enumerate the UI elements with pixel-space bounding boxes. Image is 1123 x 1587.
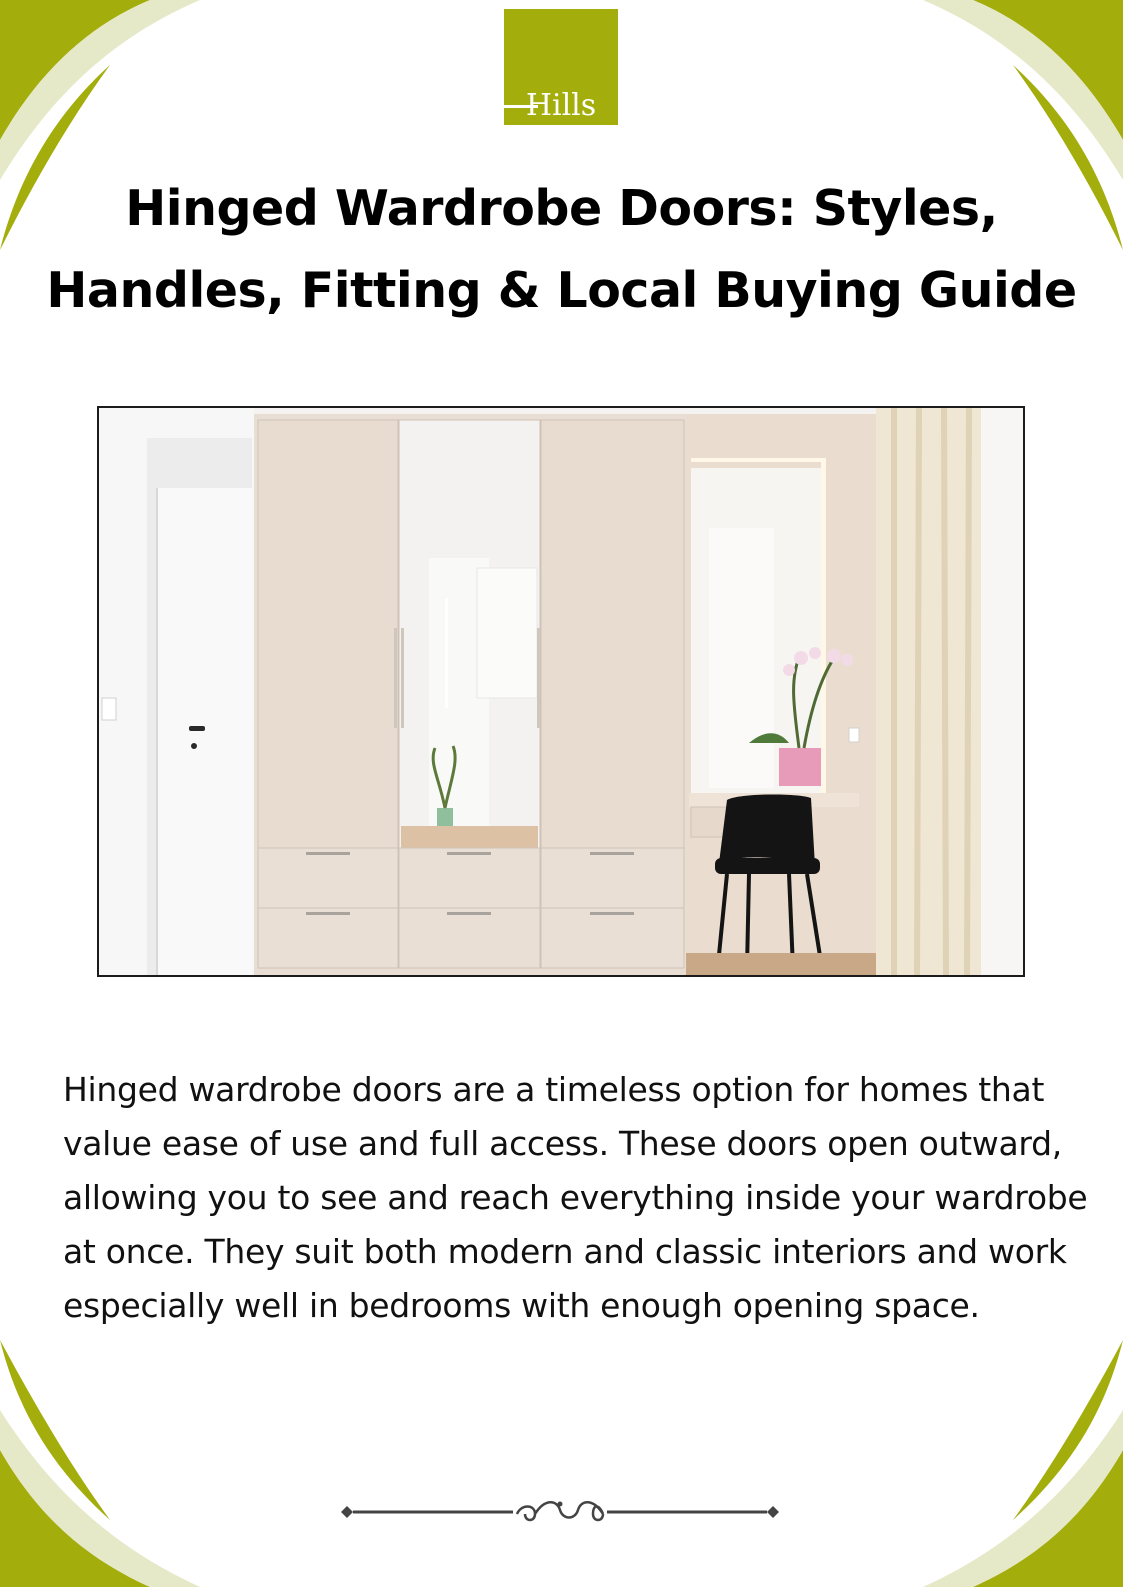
title-line-2: Handles, Fitting & Local Buying Guide bbox=[46, 262, 1077, 319]
wardrobe-illustration bbox=[99, 408, 1023, 975]
page-title bbox=[40, 168, 1083, 332]
ornamental-flourish-icon bbox=[335, 1494, 785, 1530]
logo-text: Hills bbox=[525, 88, 597, 123]
hills-logo bbox=[504, 9, 618, 125]
wardrobe-photo bbox=[97, 406, 1025, 977]
body-paragraph: Hinged wardrobe doors are a timeless option for homes that value ease of use and full access. These doors open outward, allowing you to see and reach everything inside your wardrobe at once. They suit both modern and classic interiors and work especially well in bedrooms with enough opening space. bbox=[63, 1070, 1088, 1325]
title-line-1: Hinged Wardrobe Doors: Styles, bbox=[125, 180, 998, 237]
